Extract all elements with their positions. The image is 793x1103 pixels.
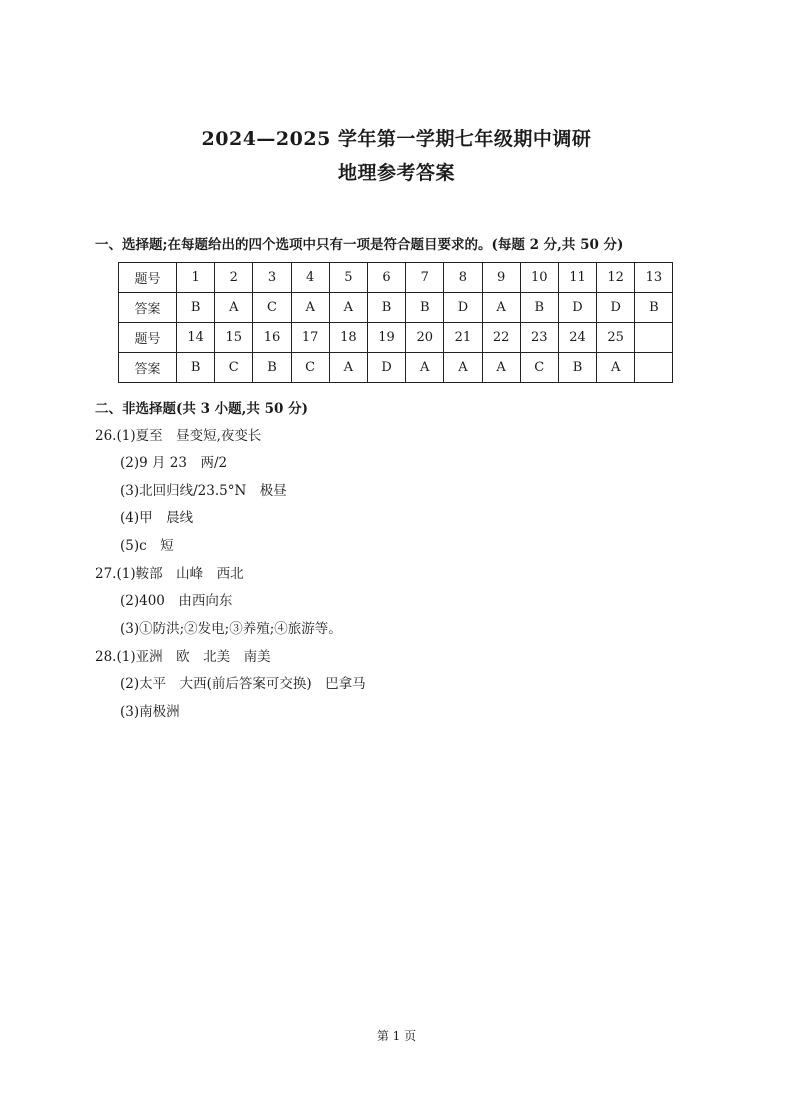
section-heading-choice: 一、选择题;在每题给出的四个选项中只有一项是符合题目要求的。(每题 2 分,共 50 分) [95, 237, 624, 253]
table-cell: B [253, 353, 291, 383]
table-cell: 2 [215, 263, 253, 293]
table-cell: C [253, 293, 291, 323]
page-subtitle: 地理参考答案 [337, 162, 455, 184]
answer-line-28-1: 28.(1)亚洲 欧 北美 南美 [95, 649, 271, 665]
answer-line-28-3: (3)南极洲 [120, 704, 180, 720]
table-row [119, 293, 673, 323]
table-cell: 9 [482, 263, 520, 293]
answer-line-26-3: (3)北回归线/23.5°N 极昼 [120, 483, 287, 499]
table-cell: B [177, 353, 215, 383]
table-cell: 13 [635, 263, 673, 293]
table-cell: 17 [291, 323, 329, 353]
table-cell: D [597, 293, 635, 323]
answer-line-27-2: (2)400 由西向东 [120, 593, 233, 609]
table-cell: 12 [597, 263, 635, 293]
table-cell: D [367, 353, 405, 383]
table-row [119, 263, 673, 293]
table-cell: B [367, 293, 405, 323]
table-cell: D [444, 293, 482, 323]
table-header-cell: 答案 [119, 293, 177, 323]
table-cell: 3 [253, 263, 291, 293]
table-row [119, 323, 673, 353]
table-cell [635, 323, 673, 353]
table-cell: 19 [367, 323, 405, 353]
answer-line-27-1: 27.(1)鞍部 山峰 西北 [95, 566, 244, 582]
page-title: 2024—2025 学年第一学期七年级期中调研 [201, 128, 592, 150]
table-cell: B [177, 293, 215, 323]
table-cell: 6 [367, 263, 405, 293]
answer-line-27-3: (3)①防洪;②发电;③养殖;④旅游等。 [120, 621, 342, 637]
table-cell: B [635, 293, 673, 323]
table-cell: 24 [558, 323, 596, 353]
table-cell: 4 [291, 263, 329, 293]
table-cell: C [520, 353, 558, 383]
table-cell: A [329, 353, 367, 383]
table-cell: A [215, 293, 253, 323]
answer-line-26-4: (4)甲 晨线 [120, 510, 194, 526]
table-cell: 22 [482, 323, 520, 353]
table-cell: 14 [177, 323, 215, 353]
table-cell: A [444, 353, 482, 383]
table-cell: 11 [558, 263, 596, 293]
table-cell: 7 [406, 263, 444, 293]
table-cell: 8 [444, 263, 482, 293]
table-cell: D [558, 293, 596, 323]
answer-line-26-1: 26.(1)夏至 昼变短,夜变长 [95, 428, 262, 444]
table-cell: A [482, 293, 520, 323]
answer-line-26-2: (2)9 月 23 两/2 [120, 455, 228, 471]
table-cell: C [215, 353, 253, 383]
table-cell: 5 [329, 263, 367, 293]
table-header-cell: 题号 [119, 263, 177, 293]
table-cell: C [291, 353, 329, 383]
table-cell: A [482, 353, 520, 383]
table-cell: A [291, 293, 329, 323]
table-cell: 23 [520, 323, 558, 353]
page-number: 第 1 页 [376, 1029, 417, 1043]
table-cell: 25 [597, 323, 635, 353]
answer-table [118, 262, 673, 383]
table-cell: B [558, 353, 596, 383]
table-header-cell: 答案 [119, 353, 177, 383]
answer-line-28-2: (2)太平 大西(前后答案可交换) 巴拿马 [120, 676, 366, 692]
table-cell: B [406, 293, 444, 323]
section-heading-nonchoice: 二、非选择题(共 3 小题,共 50 分) [95, 401, 308, 417]
table-row [119, 353, 673, 383]
table-cell: A [406, 353, 444, 383]
table-cell [635, 353, 673, 383]
table-cell: 10 [520, 263, 558, 293]
table-cell: B [520, 293, 558, 323]
table-cell: 15 [215, 323, 253, 353]
table-cell: 21 [444, 323, 482, 353]
table-cell: A [329, 293, 367, 323]
table-cell: 1 [177, 263, 215, 293]
answer-line-26-5: (5)c 短 [120, 538, 174, 554]
table-header-cell: 题号 [119, 323, 177, 353]
table-cell: A [597, 353, 635, 383]
table-cell: 18 [329, 323, 367, 353]
table-cell: 16 [253, 323, 291, 353]
table-cell: 20 [406, 323, 444, 353]
